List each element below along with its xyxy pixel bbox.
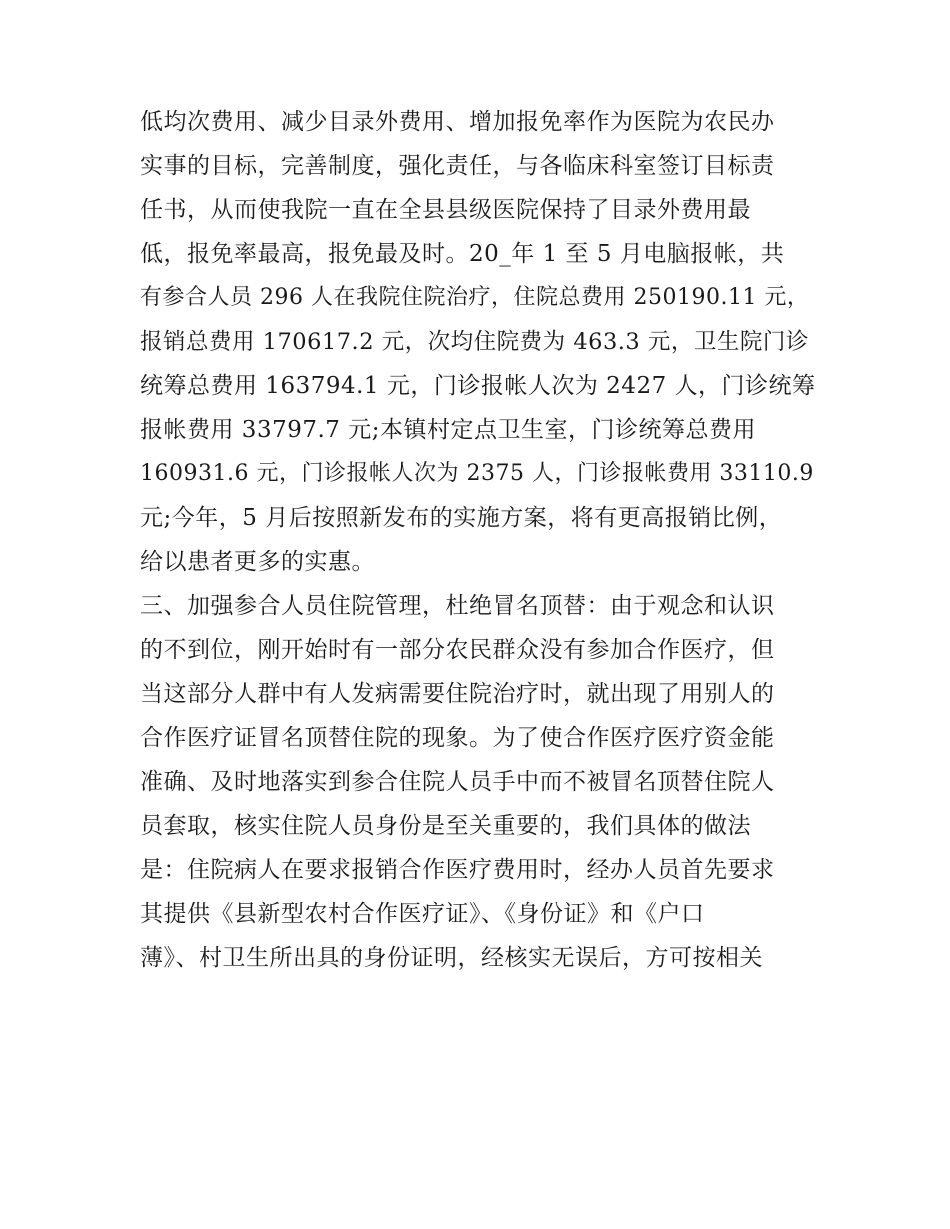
section-heading-line: 三、加强参合人员住院管理，杜绝冒名顶替：由于观念和认识 [140, 593, 775, 619]
body-text [140, 100, 820, 980]
text-line: 合作医疗证冒名顶替住院的现象。为了使合作医疗医疗资金能 [140, 725, 775, 751]
text-line: 元;今年，5 月后按照新发布的实施方案，将有更高报销比例， [140, 505, 783, 531]
text-line: 其提供《县新型农村合作医疗证》、《身份证》和《户口 [140, 901, 705, 927]
text-line: 是：住院病人在要求报销合作医疗费用时，经办人员首先要求 [140, 857, 775, 883]
text-line: 低，报免率最高，报免最及时。20_年 1 至 5 月电脑报帐，共 [140, 241, 785, 267]
text-line: 报销总费用 170617.2 元，次均住院费为 463.3 元，卫生院门诊 [140, 329, 809, 355]
text-line: 低均次费用、减少目录外费用、增加报免率作为医院为农民办 [140, 109, 775, 135]
text-line: 有参合人员 296 人在我院住院治疗，住院总费用 250190.11 元， [140, 285, 810, 310]
text-line: 160931.6 元，门诊报帐人次为 2375 人，门诊报帐费用 33110.9 [140, 461, 814, 486]
text-line: 实事的目标，完善制度，强化责任，与各临床科室签订目标责 [140, 153, 775, 179]
text-line: 的不到位，刚开始时有一部分农民群众没有参加合作医疗，但 [140, 637, 775, 663]
text-line: 当这部分人群中有人发病需要住院治疗时，就出现了用别人的 [140, 681, 775, 707]
text-line: 任书，从而使我院一直在全县县级医院保持了目录外费用最 [140, 197, 751, 223]
text-line: 统筹总费用 163794.1 元，门诊报帐人次为 2427 人，门诊统筹 [140, 373, 816, 399]
text-line: 员套取，核实住院人员身份是至关重要的，我们具体的做法 [140, 813, 751, 839]
text-line: 薄》、村卫生所出具的身份证明，经核实无误后，方可按相关 [140, 945, 763, 971]
text-line: 给以患者更多的实惠。 [140, 549, 375, 575]
text-line: 准确、及时地落实到参合住院人员手中而不被冒名顶替住院人 [140, 769, 775, 795]
text-line: 报帐费用 33797.7 元;本镇村定点卫生室，门诊统筹总费用 [140, 417, 756, 443]
